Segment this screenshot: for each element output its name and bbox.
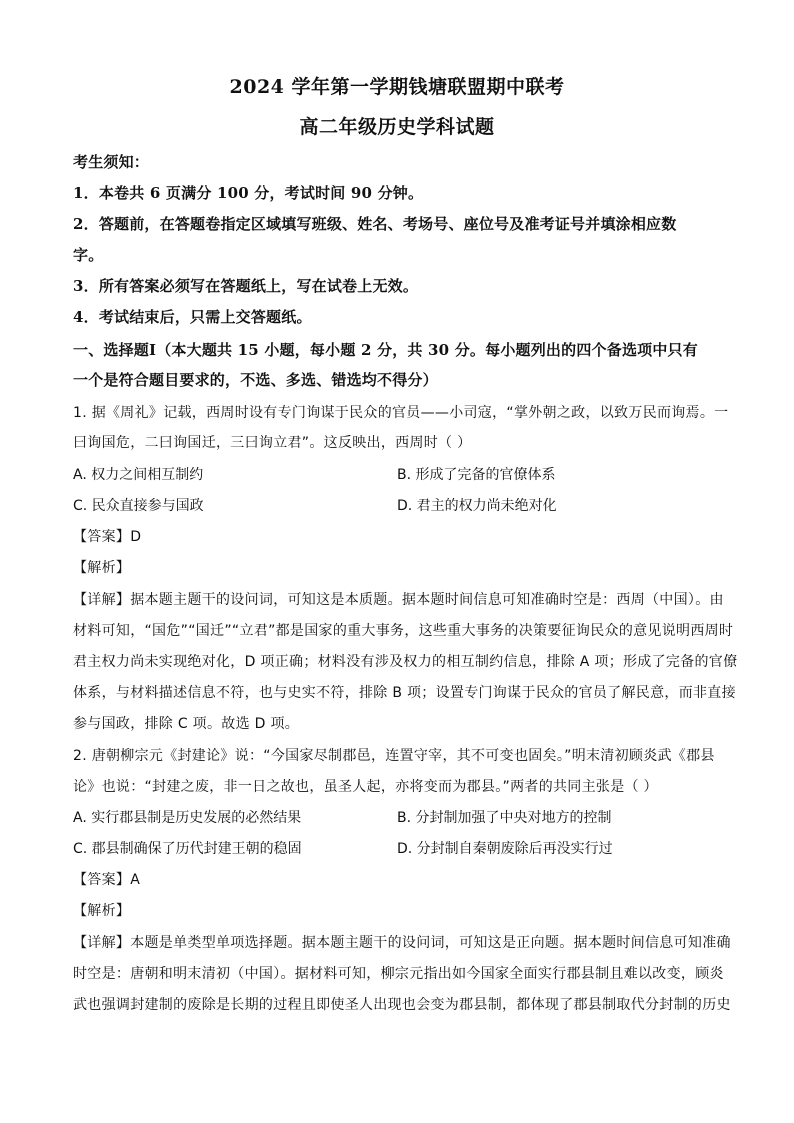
explanation-line: 参与国政，排除 C 项。故选 D 项。 — [73, 716, 300, 732]
explanation-line: 时空是：唐朝和明末清初（中国）。据材料可知，柳宗元指出如今国家全面实行郡县制且难以改变，顾炎 — [73, 966, 724, 982]
notice-item: 3．所有答案必须写在答题纸上，写在试卷上无效。 — [73, 277, 419, 295]
option-d: D. 分封制自秦朝废除后再没实行过 — [397, 841, 613, 857]
explanation-line: 武也强调封建制的废除是长期的过程且即使圣人出现也会变为郡县制，都体现了郡县制取代分封制的历史 — [73, 997, 731, 1013]
explanation-line: 体系，与材料描述信息不符，也与史实不符，排除 B 项；设置专门询谋于民众的官员了解民意，而非直接 — [73, 685, 736, 701]
option-a: A. 实行郡县制是历史发展的必然结果 — [73, 810, 302, 826]
explanation-line: 【详解】据本题主题干的设问词，可知这是本质题。据本题时间信息可知准确时空是：西周（中国）。由 — [73, 592, 724, 608]
notice-item: 4．考试结束后，只需上交答题纸。 — [73, 308, 312, 326]
section-heading: 一、选择题Ⅰ（本大题共 15 小题，每小题 2 分，共 30 分。每小题列出的四个备选项中只有 — [73, 341, 698, 359]
option-c: C. 民众直接参与国政 — [73, 498, 204, 514]
option-b: B. 分封制加强了中央对地方的控制 — [397, 810, 612, 826]
question-stem: 曰询国危，二曰询国迁，三曰询立君”。这反映出，西周时（ ） — [73, 435, 472, 451]
option-d: D. 君主的权力尚未绝对化 — [397, 498, 557, 514]
explanation-line: 材料可知，“国危”“国迁”“立君”都是国家的重大事务，这些重大事务的决策要征询民众的意见说明西周时 — [73, 623, 734, 639]
notice-heading: 考生须知： — [73, 153, 150, 171]
section-heading-cont: 一个是符合题目要求的，不选、多选、错选均不得分） — [73, 371, 438, 389]
option-b: B. 形成了完备的官僚体系 — [397, 467, 556, 483]
question-stem: 2. 唐朝柳宗元《封建论》说：“今国家尽制郡邑，连置守宰，其不可变也固矣。”明末清初顾炎武《郡县 — [73, 748, 715, 764]
answer-label: 【答案】D — [73, 529, 142, 545]
answer-label: 【答案】A — [73, 872, 141, 888]
question-stem: 1. 据《周礼》记载，西周时设有专门询谋于民众的官员——小司寇，“掌外朝之政，以致万民而询焉。一 — [73, 405, 729, 421]
analysis-label: 【解析】 — [73, 560, 131, 576]
question-stem: 论》也说：“封建之废，非一日之故也，虽圣人起，亦将变而为郡县。”两者的共同主张是（ ） — [73, 779, 658, 795]
notice-item: 字。 — [73, 246, 104, 264]
explanation-line: 【详解】本题是单类型单项选择题。据本题主题干的设问词，可知这是正向题。据本题时间信息可知准确 — [73, 935, 731, 951]
notice-item: 1．本卷共 6 页满分 100 分，考试时间 90 分钟。 — [73, 184, 424, 202]
option-c: C. 郡县制确保了历代封建王朝的稳固 — [73, 841, 302, 857]
notice-item: 2．答题前，在答题卷指定区域填写班级、姓名、考场号、座位号及准考证号并填涂相应数 — [73, 215, 677, 233]
analysis-label: 【解析】 — [73, 903, 131, 919]
exam-subtitle: 高二年级历史学科试题 — [299, 116, 495, 138]
explanation-line: 君主权力尚未实现绝对化，D 项正确；材料没有涉及权力的相互制约信息，排除 A 项；形成了完备的官僚 — [73, 654, 738, 670]
exam-title: 2024 学年第一学期钱塘联盟期中联考 — [229, 76, 565, 98]
option-a: A. 权力之间相互制约 — [73, 467, 204, 483]
